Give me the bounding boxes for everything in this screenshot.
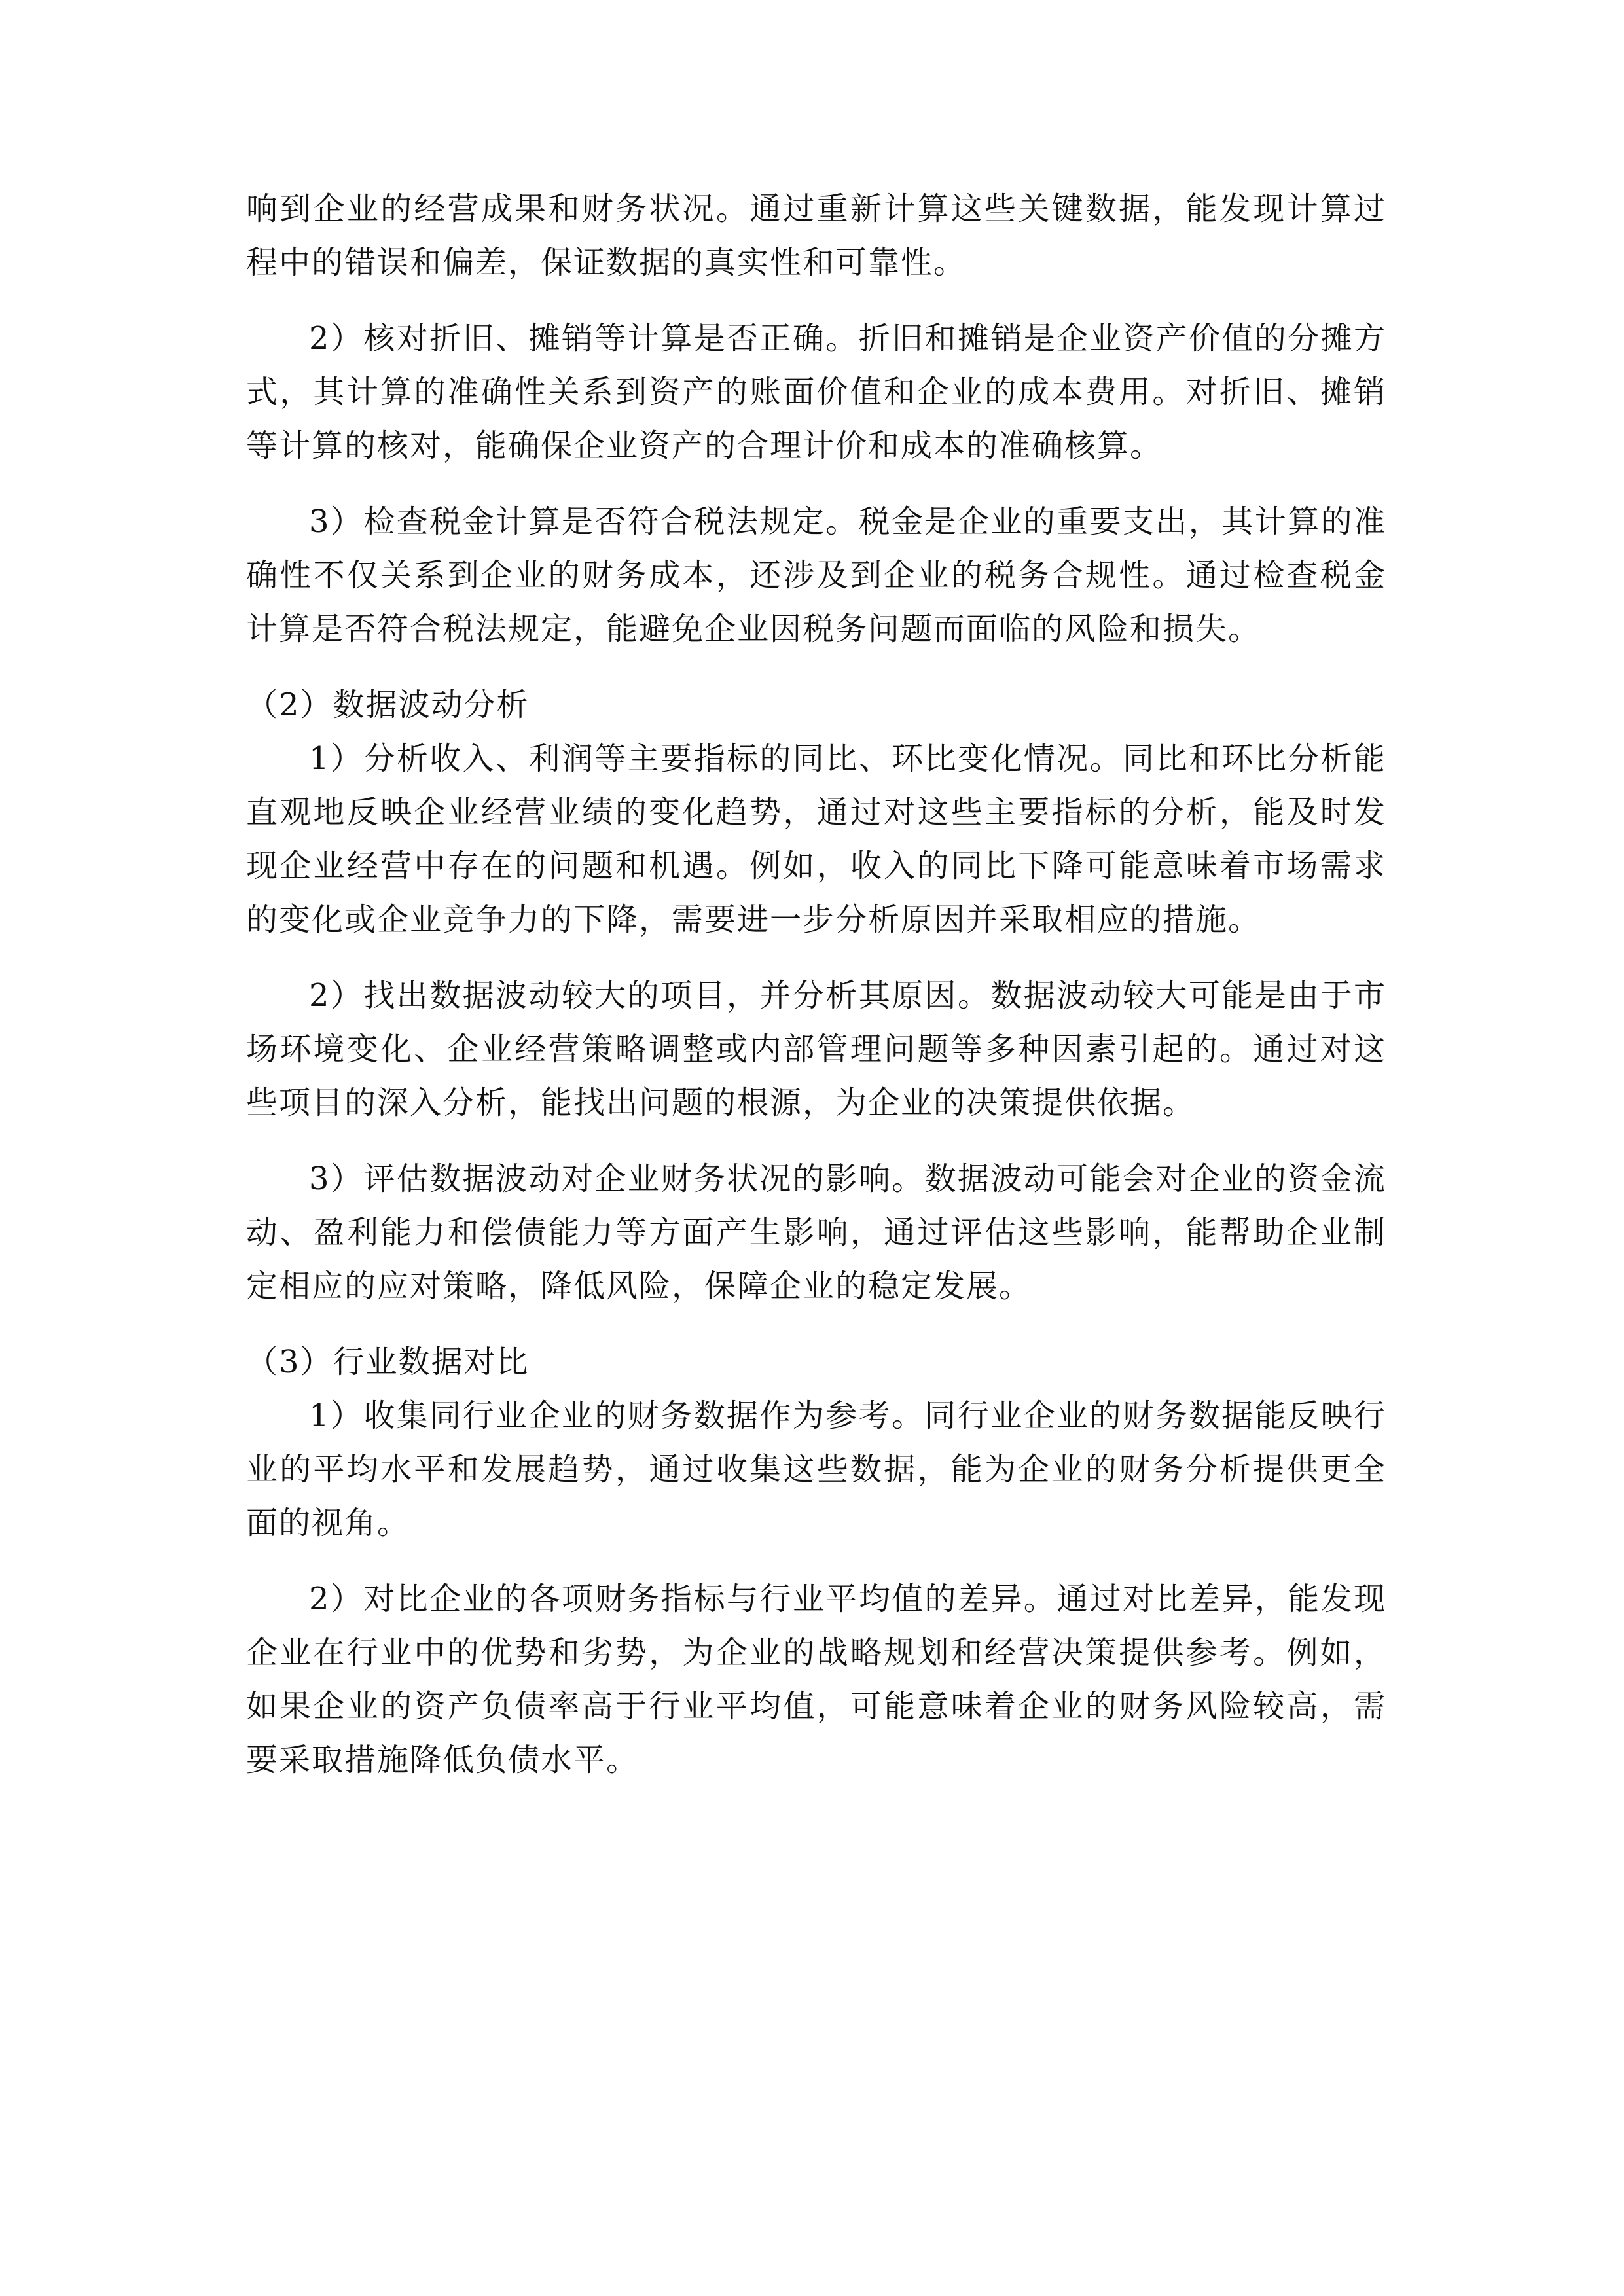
paragraph-item-3-tax: 3）检查税金计算是否符合税法规定。税金是企业的重要支出，其计算的准确性不仅关系到企业的财务成本，还涉及到企业的税务合规性。通过检查税金计算是否符合税法规定，能避免企业因税务问题而面临的风险和损失。 [246,503,1386,647]
paragraph-item-2-compare-indicators: 2）对比企业的各项财务指标与行业平均值的差异。通过对比差异，能发现企业在行业中的优势和劣势，为企业的战略规划和经营决策提供参考。例如，如果企业的资产负债率高于行业平均值，可能意味着企业的财务风险较高，需要采取措施降低负债水平。 [246,1581,1386,1778]
paragraph-item-3-impact: 3）评估数据波动对企业财务状况的影响。数据波动可能会对企业的资金流动、盈利能力和偿债能力等方面产生影响，通过评估这些影响，能帮助企业制定相应的应对策略，降低风险，保障企业的稳定发展。 [246,1160,1386,1304]
paragraph-item-2-depreciation: 2）核对折旧、摊销等计算是否正确。折旧和摊销是企业资产价值的分摊方式，其计算的准确性关系到资产的账面价值和企业的成本费用。对折旧、摊销等计算的核对，能确保企业资产的合理计价和成本的准确核算。 [246,320,1386,464]
paragraph-item-2-large-fluctuation: 2）找出数据波动较大的项目，并分析其原因。数据波动较大可能是由于市场环境变化、企业经营策略调整或内部管理问题等多种因素引起的。通过对这些项目的深入分析，能找出问题的根源，为企业的决策提供依据。 [246,977,1386,1121]
document-body [246,182,1386,1809]
section-heading-industry-comparison: （3）行业数据对比 [246,1344,530,1380]
section-heading-data-fluctuation: （2）数据波动分析 [246,687,530,723]
paragraph-item-1-yoy-mom: 1）分析收入、利润等主要指标的同比、环比变化情况。同比和环比分析能直观地反映企业经营业绩的变化趋势，通过对这些主要指标的分析，能及时发现企业经营中存在的问题和机遇。例如，收入的同比下降可能意味着市场需求的变化或企业竞争力的下降，需要进一步分析原因并采取相应的措施。 [246,740,1386,938]
paragraph-item-1-collect-data: 1）收集同行业企业的财务数据作为参考。同行业企业的财务数据能反映行业的平均水平和发展趋势，通过收集这些数据，能为企业的财务分析提供更全面的视角。 [246,1397,1386,1541]
paragraph-continuation: 响到企业的经营成果和财务状况。通过重新计算这些关键数据，能发现计算过程中的错误和偏差，保证数据的真实性和可靠性。 [246,190,1386,281]
